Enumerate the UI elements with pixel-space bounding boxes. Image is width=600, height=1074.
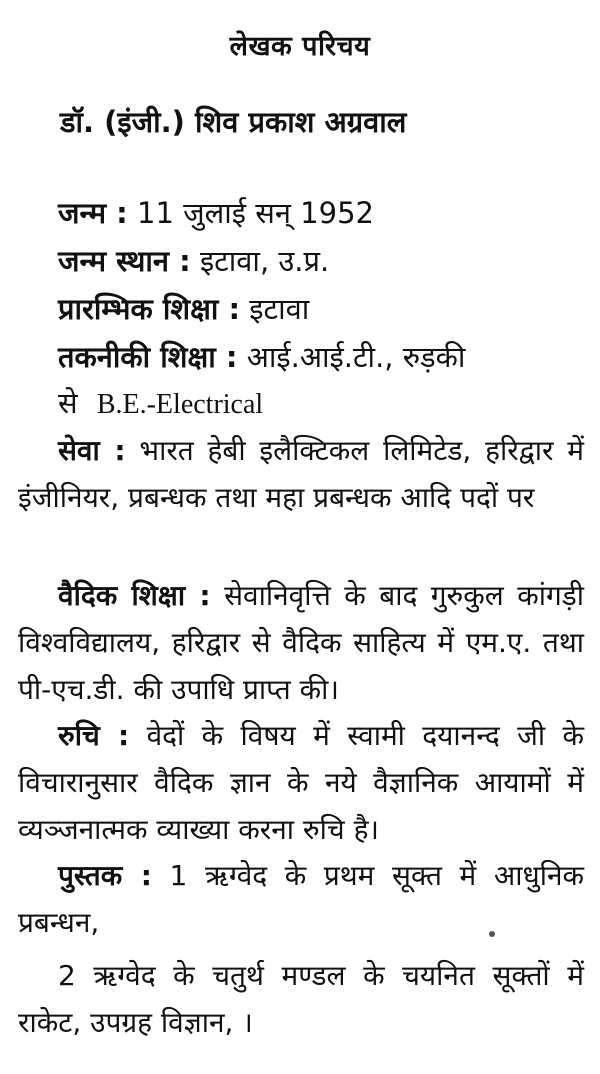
vedic-edu-label: वैदिक शिक्षा : [58,579,211,612]
tech-edu-prefix: से [58,386,78,420]
birth-value: 11 जुलाई सन् 1952 [137,196,374,230]
vedic-edu-paragraph [18,572,584,713]
books-paragraph-2 [18,952,584,1046]
service-label: सेवा : [58,434,126,467]
books-label: पुस्तक : [58,859,152,892]
ink-dot [489,931,495,937]
page-title: लेखक परिचय [229,31,371,62]
tech-edu-value: आई.आई.टी., रुड़की [246,340,466,374]
books-item-2: 2 ऋग्वेद के चतुर्थ मण्डल के चयनित सूक्तों में राकेट, उपग्रह विज्ञान, । [18,959,584,1039]
birth-row [58,196,374,231]
tech-edu-row [58,340,465,375]
service-paragraph [18,427,584,521]
primary-edu-row [58,292,309,327]
birthplace-row [58,244,329,279]
service-text: भारत हेबी इलैक्टिकल लिमिटेड, हरिद्वार में इंजीनियर, प्रबन्धक तथा महा प्रबन्धक आदि पदों पर [18,434,584,514]
tech-edu-degree: B.E.-Electrical [96,389,264,420]
interest-label: रुचि : [58,719,130,752]
interest-text: वेदों के विषय में स्वामी दयानन्द जी के विचारानुसार वैदिक ज्ञान के नये वैज्ञानिक आयामों में व्यञ्जनात्मक व्याख्या करना रुचि है। [18,719,584,846]
primary-edu-value: इटावा [249,292,310,326]
tech-edu-row-2 [58,386,263,422]
birthplace-value: इटावा, उ.प्र. [199,244,330,278]
tech-edu-label: तकनीकी शिक्षा : [58,340,238,374]
author-name: डॉ. (इंजी.) शिव प्रकाश अग्रवाल [60,105,407,139]
birth-label: जन्म : [58,196,128,230]
primary-edu-label: प्रारम्भिक शिक्षा : [58,292,241,326]
books-item-1: 1 ऋग्वेद के प्रथम सूक्त में आधुनिक प्रबन्धन, [18,859,584,939]
vedic-edu-text: सेवानिवृत्ति के बाद गुरुकुल कांगड़ी विश्वविद्यालय, हरिद्वार से वैदिक साहित्य में एम.ए. तथा पी-एच.डी. की उपाधि प्राप्त की। [18,579,584,706]
birthplace-label: जन्म स्थान : [58,244,191,278]
books-paragraph [18,852,584,946]
interest-paragraph [18,712,584,853]
